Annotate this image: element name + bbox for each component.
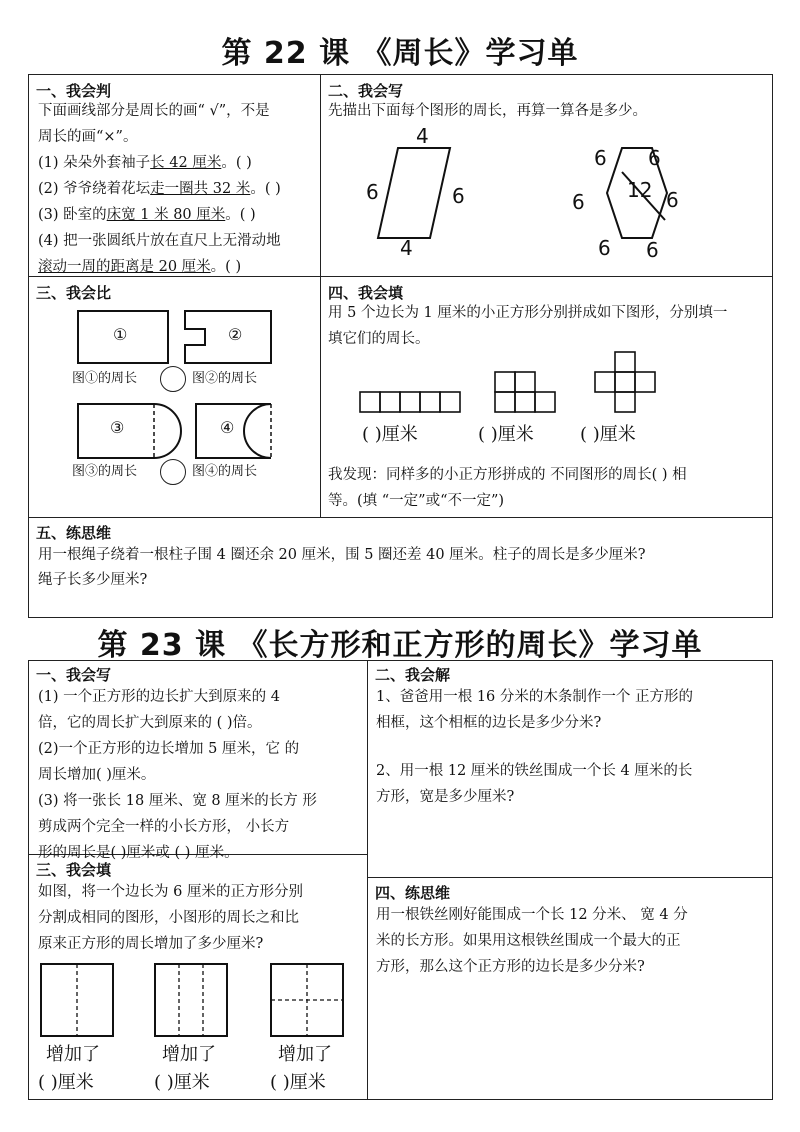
intro-line: 周长的画“×”。 [38,129,138,145]
problem-text: 2、用一根 12 厘米的铁丝围成一个长 4 厘米的长 [376,763,693,779]
side-label: 6 [598,236,611,260]
lesson22-title: 第 22 课 《周长》学习单 [221,36,579,71]
judge-questions [38,98,318,280]
q-text: (2) 爷爷绕着花坛 [38,181,151,197]
compare-circle[interactable] [160,459,186,485]
increase-label: 增加了 [162,1044,216,1065]
question-3 [38,202,318,228]
l-shape [495,372,555,412]
answer-blank[interactable]: 。( ) [225,207,256,223]
question-4: (4) 把一张圆纸片放在直尺上无滑动地 [38,233,281,249]
side-label: 6 [594,146,607,170]
instruction: 先描出下面每个图形的周长，再算一算各是多少。 [328,103,647,119]
section-heading: 二、我会解 [375,666,451,684]
question-line: 剪成两个完全一样的小长方形， 小长方 [38,819,290,835]
problem-text: 绳子长多少厘米? [38,572,148,588]
row-shape [360,392,460,412]
q-text: (3) 卧室的 [38,207,107,223]
problem-text: 方形，宽是多少厘米? [376,789,515,805]
split-squares [35,960,355,1040]
question-line: (1) 一个正方形的边长扩大到原来的 4 [38,689,280,705]
section-heading: 四、练思维 [375,884,451,902]
side-label: 6 [572,190,585,214]
side-label: 6 [452,184,465,208]
q-underlined: 床宽 1 米 80 厘米 [106,207,226,223]
section-heading: 五、练思维 [36,524,112,542]
finding-text: 等。(填 “一定”或“不一定”) [328,493,505,509]
section-heading: 四、我会填 [328,284,404,302]
divider [28,517,773,518]
side-label: 6 [366,180,379,204]
divider [367,660,368,1100]
write-questions [38,684,363,866]
figure-3-label: ③ [110,418,125,437]
answer-blank[interactable]: 。( ) [221,155,252,171]
section-heading: 一、我会写 [36,666,112,684]
cross-shape [595,352,655,412]
problem-text: 分割成相同的图形，小图形的周长之和比 [38,910,299,926]
square-thirds [155,964,227,1036]
perimeter-figures [330,120,770,270]
q-underlined: 走一圈共 32 米 [150,181,251,197]
diagonal-label: 12 [627,178,653,202]
answer-blank[interactable]: ( )厘米 [270,1072,326,1093]
problem-text: 用一根铁丝刚好能围成一个长 12 分米、 宽 4 分 [376,907,688,923]
compare-left: 图①的周长 [72,371,138,386]
compare-right: 图④的周长 [192,464,258,479]
problem-text: 如图，将一个边长为 6 厘米的正方形分别 [38,884,303,900]
figure-1-label: ① [113,325,128,344]
increase-label: 增加了 [278,1044,332,1065]
answer-blank[interactable]: ( )厘米 [154,1072,210,1093]
figure-4-label: ④ [220,418,235,437]
question-line: (2)一个正方形的边长增加 5 厘米，它 的 [38,741,300,757]
side-label: 4 [416,124,429,148]
answer-blank[interactable]: 。( ) [210,259,242,275]
compare-left: 图③的周长 [72,464,138,479]
question-line: 倍，它的周长扩大到原来的 ( )倍。 [38,715,262,731]
square-arrangements [355,350,675,420]
divider [367,877,773,878]
side-label: 6 [666,188,679,212]
instruction: 用 5 个边长为 1 厘米的小正方形分别拼成如下图形，分别填一 [328,305,728,321]
question-4-cont [38,254,318,280]
parallelogram-shape [378,148,450,238]
divider [320,74,321,518]
answer-blank[interactable]: ( )厘米 [362,424,418,445]
problem-text: 米的长方形。如果用这根铁丝围成一个最大的正 [376,933,681,949]
question-line: 周长增加( )厘米。 [38,767,156,783]
problem-text: 相框，这个相框的边长是多少分米? [376,715,602,731]
figure-3-shape [78,404,181,458]
section-heading: 三、我会填 [36,861,112,879]
q-underlined: 滚动一周的距离是 20 厘米 [38,259,211,275]
compare-circle[interactable] [160,366,186,392]
answer-blank[interactable]: ( )厘米 [580,424,636,445]
finding-text: 我发现：同样多的小正方形拼成的 不同图形的周长( ) 相 [328,467,687,483]
q-underlined: 长 42 厘米 [150,155,222,171]
side-label: 6 [646,238,659,262]
intro-line: 下面画线部分是周长的画“ √”，不是 [38,103,270,119]
increase-label: 增加了 [46,1044,100,1065]
problem-text: 原来正方形的周长增加了多少厘米? [38,936,264,952]
instruction: 填它们的周长。 [328,331,430,347]
side-label: 6 [648,146,661,170]
figure-2-label: ② [228,325,243,344]
lesson23-title: 第 23 课 《长方形和正方形的周长》学习单 [97,628,703,663]
question-line: (3) 将一张长 18 厘米、宽 8 厘米的长方 形 [38,793,317,809]
answer-blank[interactable]: ( )厘米 [38,1072,94,1093]
section-heading: 三、我会比 [36,284,112,302]
question-line: 形的周长是( )厘米或 ( ) 厘米。 [38,845,239,861]
question-1 [38,150,318,176]
problem-text: 用一根绳子绕着一根柱子围 4 圈还余 20 厘米，围 5 圈还差 40 厘米。柱子的周长是多少厘米? [38,547,646,563]
answer-blank[interactable]: 。( ) [250,181,281,197]
section-heading: 二、我会写 [328,82,404,100]
side-label: 4 [400,236,413,260]
question-2 [38,176,318,202]
q-text: (1) 朵朵外套袖子 [38,155,151,171]
problem-text: 方形，那么这个正方形的边长是多少分米? [376,959,645,975]
problem-text: 1、爸爸用一根 16 分米的木条制作一个 正方形的 [376,689,694,705]
answer-blank[interactable]: ( )厘米 [478,424,534,445]
section-heading: 一、我会判 [36,82,112,100]
compare-right: 图②的周长 [192,371,258,386]
